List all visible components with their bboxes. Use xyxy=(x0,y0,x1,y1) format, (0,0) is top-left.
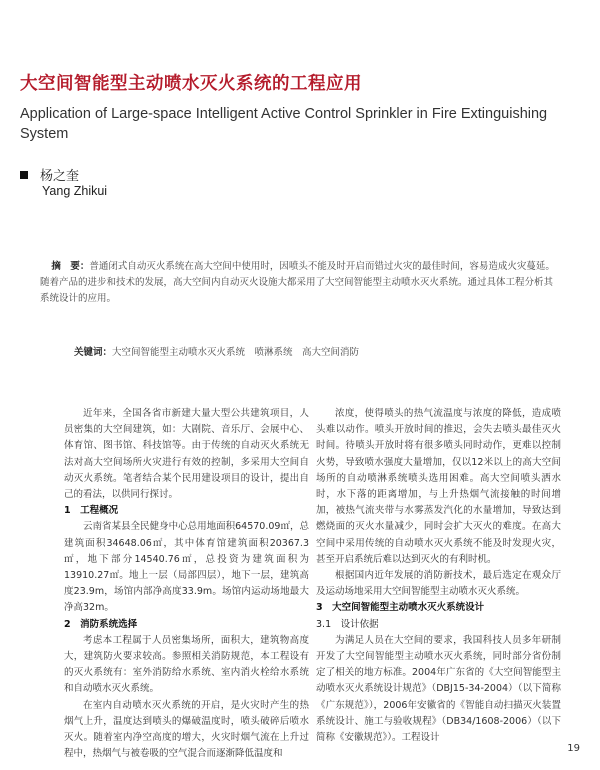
paragraph: 近年来，全国各省市新建大量大型公共建筑项目，人员密集的大空间建筑，如：大剧院、音乐厅、会展中心、体育馆、图书馆、科技馆等。由于传统的自动灭火系统无法对高大空间场所火灾进行有效的控制，多采用大空间自动灭火系统。笔者结合某个民用建设项目的设计，提出自己的看法，以供同行探讨。 xyxy=(64,408,309,501)
author-name-cn: 杨之奎 xyxy=(40,169,80,184)
paragraph: 云南省某县全民健身中心总用地面积64570.09㎡，总建筑面积34648.06㎡，其中体育馆建筑面积20367.3㎡，地下部分14540.76㎡，总投资为建筑面积为13910.27㎡。地上一层（局部四层），地下一层，建筑高度23.9m，场馆内部净高度33.9m。场馆内运动场地最大净高32m。 xyxy=(64,521,309,614)
keywords-text: 大空间智能型主动喷水灭火系统 喷淋系统 高大空间消防 xyxy=(112,347,360,358)
author-block xyxy=(20,165,79,184)
article-title-en: Application of Large-space Intelligent Active Control Sprinkler in Fire Extinguishing System xyxy=(20,106,548,142)
square-bullet-icon xyxy=(20,171,28,179)
body-column-left xyxy=(64,406,309,762)
paragraph: 考虑本工程属于人员密集场所，面积大，建筑物高度大，建筑防火要求较高。参照相关消防规范，本工程设有的灭火系统有：室外消防给水系统、室内消火栓给水系统和自动喷水灭火系统。 xyxy=(64,634,309,695)
paragraph: 在室内自动喷水灭火系统的开启，是火灾时产生的热烟气上升，温度达到喷头的爆破温度时，喷头破碎后喷水灭火。随着室内净空高度的增大，火灾时烟气流在上升过程中，热烟气与被卷吸的空气混合而逐渐降低温度和 xyxy=(64,699,309,760)
section-heading: 1 工程概况 xyxy=(64,505,119,517)
article-title-cn: 大空间智能型主动喷水灭火系统的工程应用 xyxy=(20,74,362,94)
author-name-en: Yang Zhikui xyxy=(42,184,108,198)
abstract-text: 普通闭式自动灭火系统在高大空间中使用时，因喷头不能及时开启而错过火灾的最佳时间，容易造成火灾蔓延。随着产品的进步和技术的发展，高大空间内自动灭火设施大都采用了大空间智能型主动喷水灭火系统。通过具体工程分析其系统设计的应用。 xyxy=(40,261,555,304)
paragraph: 根据国内近年发展的消防新技术，最后选定在观众厅及运动场地采用大空间智能型主动喷水灭火系统。 xyxy=(316,570,561,598)
section-heading: 3 大空间智能型主动喷水灭火系统设计 xyxy=(316,602,485,614)
subsection-heading: 3.1 设计依据 xyxy=(316,618,379,630)
body-column-right xyxy=(316,406,561,746)
keywords-label: 关键词： xyxy=(74,347,113,358)
paragraph: 为满足人员在大空间的要求，我国科技人员多年研制开发了大空间智能型主动喷水灭火系统，同时部分省份制定了相关的地方标准。2004年广东省的《大空间智能型主动喷水灭火系统设计规范》（DBJ15-34-2004）（以下简称《广东规范》），2006年安徽省的《智能自动扫描灭火装置系统设计、施工与验收规程》（DB34/1608-2006）（以下简称《安徽规范》）。工程设计 xyxy=(316,634,561,744)
section-heading: 2 消防系统选择 xyxy=(64,618,138,630)
abstract-label: 摘 要： xyxy=(51,261,90,272)
keywords xyxy=(74,344,564,358)
page-number: 19 xyxy=(567,743,580,754)
paragraph: 浓度，使得喷头的热气流温度与浓度的降低，造成喷头难以动作。喷头开放时间的推迟，会失去喷头最佳灭火时间。待喷头开放时将有很多喷头同时动作，更难以控制火势，导致喷水强度大量增加，仅以12米以上的高大空间场所的自动喷淋系统喷头选用困难。高大空间喷头洒水时，水下落的距离增加，与上升热烟气流接触的时间增加，被热气流夹带与水雾蒸发汽化的水量增加，导致达到燃烧面的灭火水量减少，同时会扩大灭火的难度。在高大空间中采用传统的自动喷水灭火系统不能及时发现火灾，甚至开启系统后难以达到灭火的有利时机。 xyxy=(316,408,561,565)
abstract xyxy=(40,259,560,307)
